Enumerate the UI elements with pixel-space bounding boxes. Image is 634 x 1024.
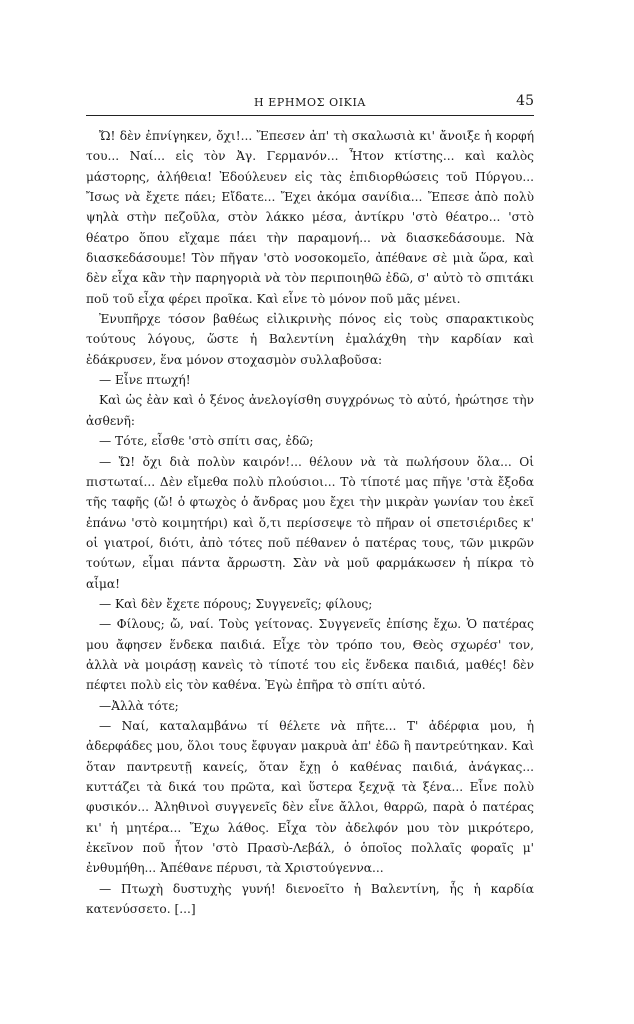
paragraph: — Πτωχὴ δυστυχὴς γυνή! διενοεῖτο ἡ Βαλεντίνη, ἧς ἡ καρδία κατενύσσετο. [...]	[86, 881, 534, 917]
paragraph: Καὶ ὡς ἐὰν καὶ ὁ ξένος ἀνελογίσθη συγχρόνως τὸ αὐτό, ἠρώτησε τὴν ἀσθενῆ:	[86, 393, 534, 428]
paragraph: — Φίλους; ὤ, ναί. Τοὺς γείτονας. Συγγενεῖς ἐπίσης ἔχω. Ὁ πατέρας μου ἄφησεν ἕνδεκα παιδιά. Εἶχε τὸν τρόπο του, Θεὸς σχωρέσ' τον, ἀλλὰ νὰ μοιράσῃ κανεὶς τὸ τίποτέ του εἰς ἕνδεκα παιδιά, μαθές! δὲν πέφτει πολὺ εἰς τὸν καθένα. Ἐγὼ ἐπῆρα τὸ σπίτι αὐτό.	[86, 617, 534, 693]
running-title: Η ΕΡΗΜΟΣ ΟΙΚΙΑ	[254, 96, 366, 109]
paragraph: — Καὶ δὲν ἔχετε πόρους; Συγγενεῖς; φίλους;	[99, 596, 373, 611]
paragraph: — Ὤ! ὄχι διὰ πολὺν καιρόν!... θέλουν νὰ τὰ πωλήσουν ὅλα... Οἱ πιστωταί... Δὲν εἴμεθα πολὺ πλούσιοι... Τὸ τίποτέ μας πῆγε 'στὰ ἔξοδα τῆς ταφῆς (ὤ! ὁ φτωχὸς ὁ ἄνδρας μου ἔχει τὴν μικρὰν γωνίαν του ἐκεῖ ἐπάνω 'στὸ κοιμητήρι) καὶ ὅ,τι περίσσεψε τὸ πῆραν οἱ σπετσιέριδες κ' οἱ γιατροί, διότι, ἀπὸ τότες ποῦ πέθανεν ὁ πατέρας τους, τῶν μικρῶν τούτων, εἶμαι πάντα ἄρρωστη. Σὰν νὰ μοῦ φαρμάκωσεν ἡ πίκρα τὸ αἷμα!	[86, 454, 534, 591]
paragraph: — Τότε, εἶσθε 'στὸ σπίτι σας, ἐδῶ;	[99, 434, 314, 449]
page-number: 45	[516, 93, 534, 109]
page-header	[86, 93, 534, 116]
paragraph: — Ναί, καταλαμβάνω τί θέλετε νὰ πῆτε... Τ' ἀδέρφια μου, ἡ ἀδερφάδες μου, ὅλοι τους ἔφυγαν μακρυὰ ἀπ' ἐδῶ ἢ παντρεύτηκαν. Καὶ ὅταν παντρευτῇ κανείς, ὅταν ἔχῃ ὁ καθένας παιδιά, ἀνάγκας... κυττάζει τὰ δικά του πρῶτα, καὶ ὕστερα ξεχνᾷ τὰ ξένα... Εἶνε πολὺ φυσικόν... Ἀληθινοὶ συγγενεῖς δὲν εἶνε ἄλλοι, θαρρῶ, παρὰ ὁ πατέρας κι' ἡ μητέρα... Ἔχω λάθος. Εἶχα τὸν ἀδελφόν μου τὸν μικρότερο, ἐκεῖνον ποῦ ἦτον 'στὸ Πρασὺ-Λεβάλ, ὁ ὁποῖος πολλαῖς φοραῖς μ' ἐνθυμήθη... Ἀπέθανε πέρυσι, τὰ Χριστούγεννα...	[86, 718, 534, 876]
paragraph: Ὤ! δὲν ἐπνίγηκεν, ὄχι!... Ἔπεσεν ἀπ' τὴ σκαλωσιὰ κι' ἄνοιξε ἡ κορφή του... Ναί... εἰς τὸν Ἀγ. Γερμανόν... Ἦτον κτίστης... καὶ καλὸς μάστορης, ἀλήθεια! Ἐδούλευεν εἰς τὰς ἐπιδιορθώσεις τοῦ Πύργου... Ἴσως νὰ ἔχετε πάει; Εἴδατε... Ἔχει ἀκόμα σανίδια... Ἔπεσε ἀπὸ πολὺ ψηλὰ στὴν πεζοῦλα, στὸν λάκκο μέσα, ἀντίκρυ 'στὸ θέατρο... 'στὸ θέατρο ὅπου εἴχαμε πάει τὴν παραμονή... νὰ διασκεδάσουμε. Νὰ διασκεδάσουμε! Τὸν πῆγαν 'στὸ νοσοκομεῖο, ἀπέθανε σὲ μιὰ ὥρα, καὶ δὲν εἶχα κἂν τὴν παρηγοριὰ νὰ τὸν περιποιηθῶ ἐδῶ, σ' αὐτὸ τὸ σπιτάκι ποῦ τοῦ εἶχα φέρει προῖκα. Καὶ εἶνε τὸ μόνον ποῦ μᾶς μένει.	[86, 129, 534, 306]
paragraph: — Εἶνε πτωχή!	[99, 373, 191, 388]
paragraph: Ἐνυπῆρχε τόσον βαθέως εἰλικρινὴς πόνος εἰς τοὺς σπαρακτικοὺς τούτους λόγους, ὥστε ἡ Βαλεντίνη ἐμαλάχθη τὴν καρδίαν καὶ ἐδάκρυσεν, ἕνα μόνον στοχασμὸν συλλαβοῦσα:	[86, 312, 534, 367]
body-text	[86, 126, 534, 919]
paragraph: —Ἀλλὰ τότε;	[99, 698, 179, 713]
